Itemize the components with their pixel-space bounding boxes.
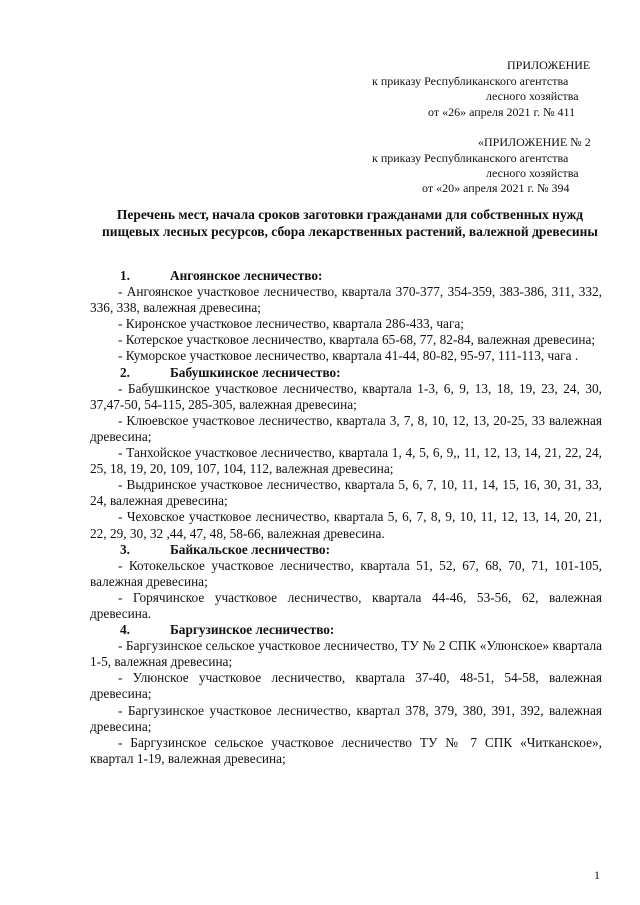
list-item: - Чеховское участковое лесничество, квартала 5, 6, 7, 8, 9, 10, 11, 12, 13, 14, 20, 21, 22, 29, 30, 32 ,44, 47, 48, 58-66, валежная древесина.	[90, 509, 602, 541]
list-item: - Котерское участковое лесничество, квартала 65-68, 77, 82-84, валежная древесина;	[118, 332, 596, 348]
section-number: 1.	[120, 268, 130, 283]
appendix-header-line: к приказу Республиканского агентства	[372, 74, 569, 88]
list-item: - Танхойское участковое лесничество, квартала 1, 4, 5, 6, 9,, 11, 12, 13, 14, 21, 22, 24, 25, 18, 19, 20, 109, 107, 104, 112, валежная древесина;	[90, 445, 602, 477]
appendix-header-line: от «26» апреля 2021 г. № 411	[428, 105, 576, 119]
appendix-header-line: лесного хозяйства	[486, 89, 579, 103]
list-item: - Клюевское участковое лесничество, квартала 3, 7, 8, 10, 12, 13, 20-25, 33 валежная древесина;	[90, 412, 602, 444]
page-number: 1	[594, 868, 600, 882]
list-item: - Горячинское участковое лесничество, квартала 44-46, 53-56, 62, валежная древесина.	[90, 589, 602, 621]
list-item: - Киронское участковое лесничество, квартала 286-433, чага;	[118, 316, 464, 332]
document-title: Перечень мест, начала сроков заготовки гражданами для собственных нужд пищевых лесных ресурсов, сбора лекарственных растений, валежной древесины	[102, 207, 598, 239]
section-heading	[90, 268, 602, 284]
section-number: 4.	[120, 622, 130, 638]
section-name: Баргузинское лесничество:	[170, 622, 335, 638]
list-item: - Баргузинское сельское участковое лесничество ТУ № 7 СПК «Читканское», квартал 1-19, валежная древесина;	[90, 734, 602, 766]
section-number: 2.	[120, 364, 130, 380]
appendix-header-line: от «20» апреля 2021 г. № 394	[422, 181, 570, 195]
list-item: - Баргузинское участковое лесничество, квартал 378, 379, 380, 391, 392, валежная древесина;	[90, 702, 602, 734]
appendix-header-line: «ПРИЛОЖЕНИЕ № 2	[478, 135, 591, 149]
forestry-list	[90, 268, 602, 767]
section-name: Ангоянское лесничество:	[170, 268, 323, 283]
section-heading	[90, 365, 602, 381]
list-item: - Выдринское участковое лесничество, квартала 5, 6, 7, 10, 11, 14, 15, 16, 30, 31, 33, 24, валежная древесина;	[90, 477, 602, 509]
appendix-header-line: лесного хозяйства	[486, 166, 579, 180]
appendix-header-line: к приказу Республиканского агентства	[372, 151, 569, 165]
section-name: Бабушкинское лесничество:	[170, 364, 341, 380]
section-name: Байкальское лесничество:	[170, 541, 330, 557]
list-item: - Котокельское участковое лесничество, квартала 51, 52, 67, 68, 70, 71, 101-105, валежная древесина;	[90, 557, 602, 589]
list-item: - Улюнское участковое лесничество, квартала 37-40, 48-51, 54-58, валежная древесина;	[90, 670, 602, 702]
list-item: - Бабушкинское участковое лесничество, квартала 1-3, 6, 9, 13, 18, 19, 23, 24, 30, 37,47-50, 54-115, 285-305, валежная древесина;	[90, 380, 602, 412]
section-number: 3.	[120, 541, 130, 557]
appendix-header-line: ПРИЛОЖЕНИЕ	[507, 58, 591, 72]
list-item: - Куморское участковое лесничество, квартала 41-44, 80-82, 95-97, 111-113, чага .	[118, 348, 579, 364]
section-heading	[90, 542, 602, 558]
section-heading	[90, 622, 602, 638]
list-item: - Баргузинское сельское участковое лесничество, ТУ № 2 СПК «Улюнское» квартала 1-5, валежная древесина;	[90, 638, 602, 670]
list-item: - Ангоянское участковое лесничество, квартала 370-377, 354-359, 383-386, 311, 332, 336, 338, валежная древесина;	[90, 284, 602, 316]
